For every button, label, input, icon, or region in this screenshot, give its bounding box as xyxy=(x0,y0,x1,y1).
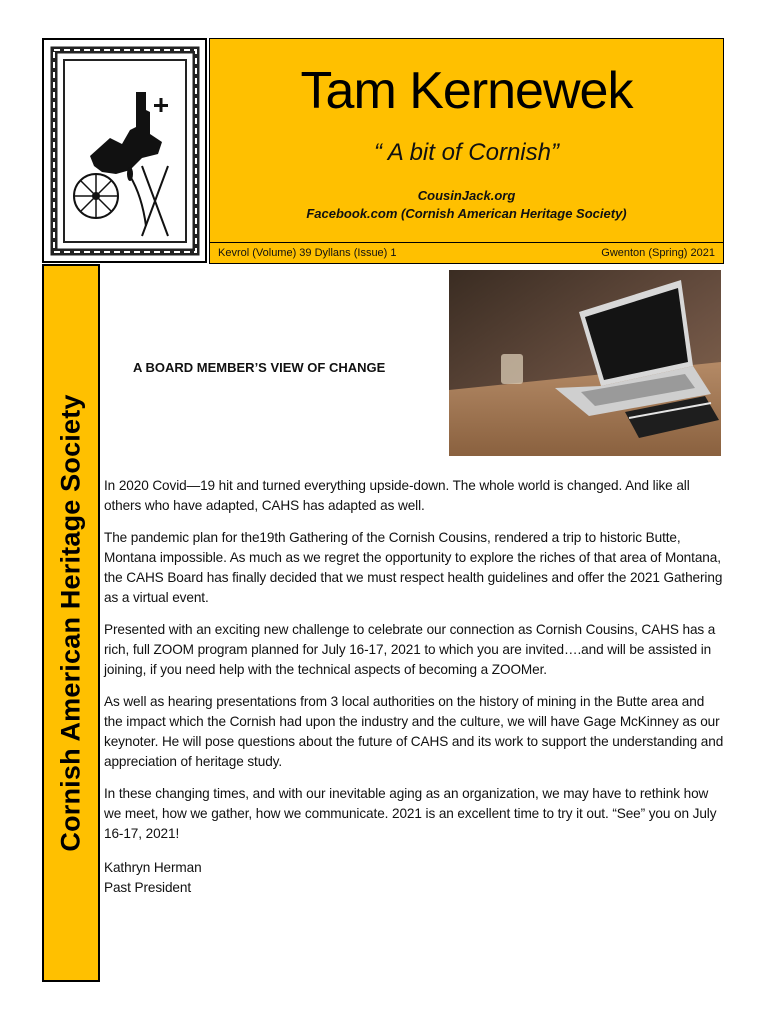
masthead xyxy=(209,38,724,264)
signature-name: Kathryn Herman xyxy=(104,860,202,875)
website-link[interactable]: CousinJack.org xyxy=(417,188,516,203)
article-paragraph: As well as hearing presentations from 3 local authorities on the history of mining in the Butte area and the impact which the Cornish had upon the industry and the culture, we will have Gage McKinney as our keynoter. He will pose questions about the future of CAHS and its work to support the understanding and appreciation of heritage study. xyxy=(104,694,724,769)
signature xyxy=(104,858,726,898)
newsletter-tagline: “ A bit of Cornish” xyxy=(374,139,559,166)
volume-issue: Kevrol (Volume) 39 Dyllans (Issue) 1 xyxy=(218,247,397,259)
sidebar-banner xyxy=(42,264,100,982)
signature-title: Past President xyxy=(104,880,192,895)
article-body xyxy=(104,476,726,898)
society-name: Cornish American Heritage Society xyxy=(55,394,86,852)
article-paragraph: Presented with an exciting new challenge to celebrate our connection as Cornish Cousins, CAHS has a rich, full ZOOM program planned for July 16-17, 2021 to which you are invited….and will be assisted in joining, if you need help with the technical aspects of becoming a ZOOMer. xyxy=(104,622,716,677)
website-info xyxy=(210,187,723,223)
article-paragraph: In 2020 Covid—19 hit and turned everything upside-down. The whole world is changed. And like all others who have adapted, CAHS has adapted as well. xyxy=(104,478,690,513)
issue-date: Gwenton (Spring) 2021 xyxy=(601,247,715,259)
article-paragraph: The pandemic plan for the19th Gathering of the Cornish Cousins, rendered a trip to historic Butte, Montana impossible. As much as we regret the opportunity to explore the riches of that area of Montana, the CAHS Board has finally decided that we must respect health guidelines and offer the 2021 Gathering as a virtual event. xyxy=(104,530,723,605)
laptop-photo xyxy=(449,270,721,456)
logo-box xyxy=(42,38,207,263)
facebook-link[interactable]: Facebook.com (Cornish American Heritage Society) xyxy=(306,206,627,221)
newsletter-title: Tam Kernewek xyxy=(300,62,633,120)
issue-bar xyxy=(210,242,723,264)
cornish-knotwork-logo-icon xyxy=(50,46,200,256)
article-headline: A BOARD MEMBER’S VIEW OF CHANGE xyxy=(133,360,386,375)
article-paragraph: In these changing times, and with our inevitable aging as an organization, we may have to rethink how we meet, how we gather, how we communicate. 2021 is an excellent time to try it out. “See” you on July 16-17, 2021! xyxy=(104,786,717,841)
